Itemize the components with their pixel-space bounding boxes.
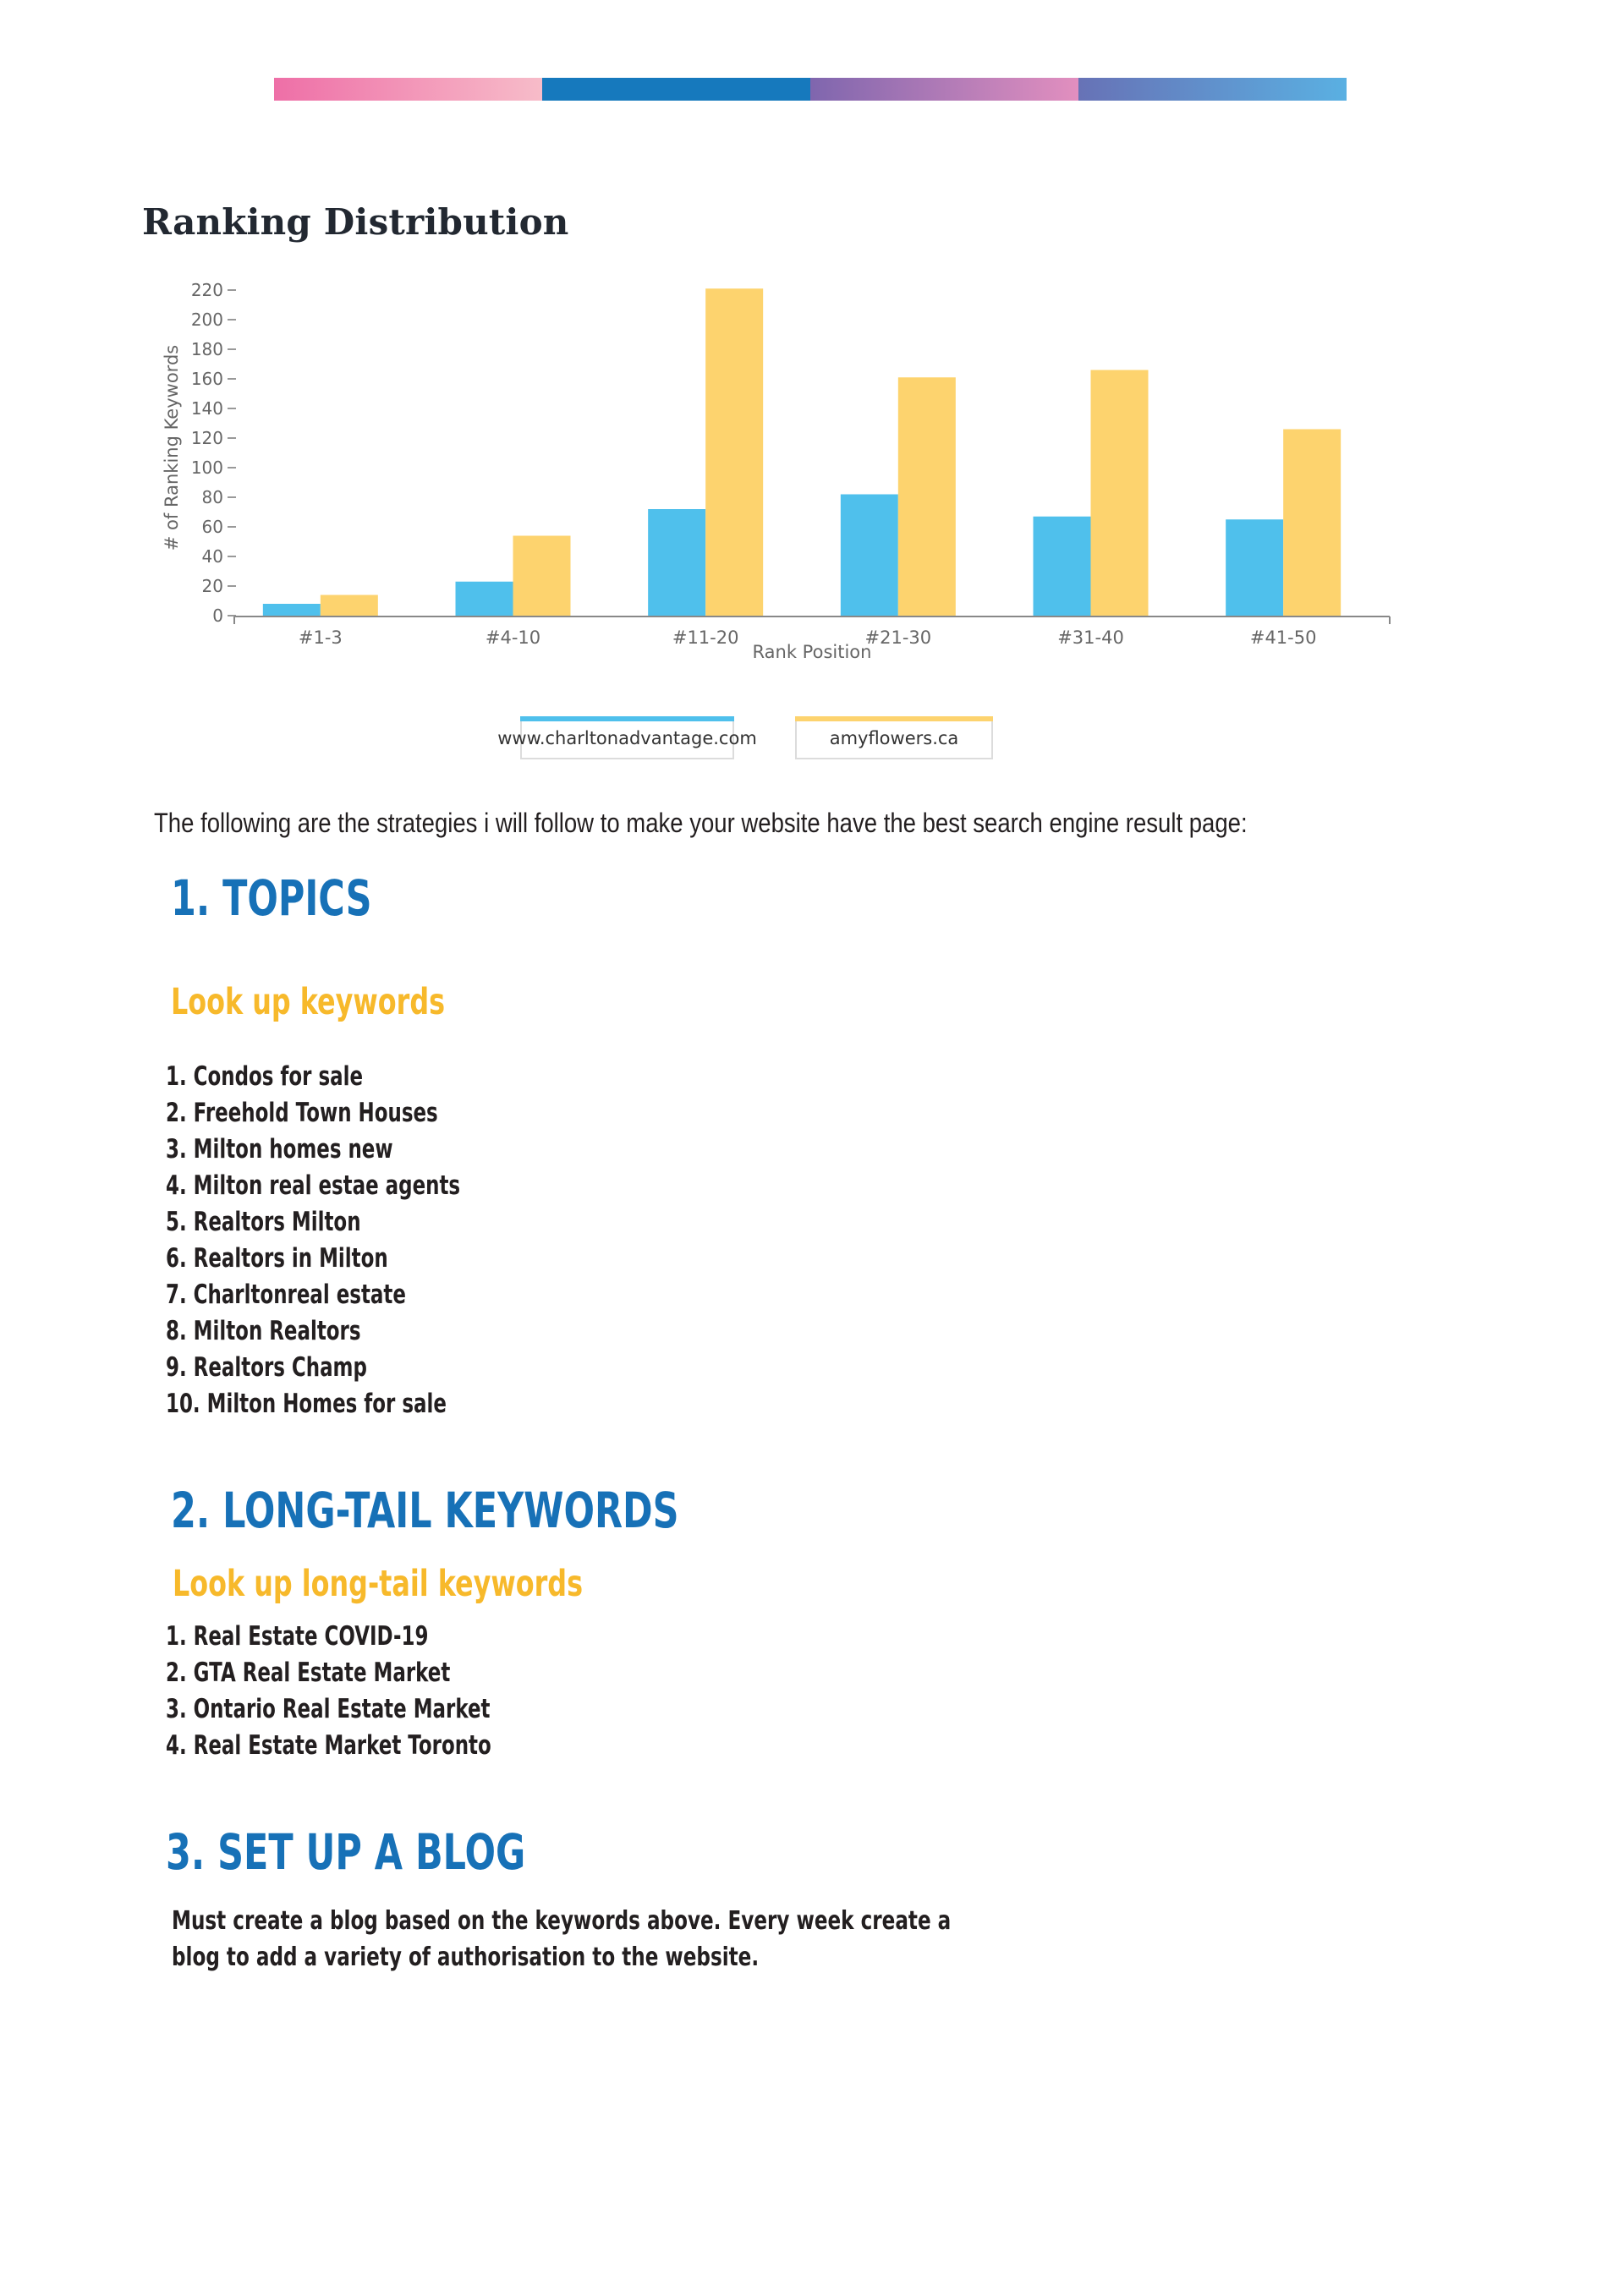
bar-amyflowers (898, 377, 956, 616)
bar-amyflowers (513, 536, 571, 616)
long-tail-keywords-list (166, 1619, 491, 1764)
list-item: 1. Real Estate COVID-19 (166, 1621, 429, 1652)
bar-charltonadvantage (263, 604, 321, 616)
x-tick-label: #41-50 (1249, 627, 1317, 648)
y-tick-label: 80 (201, 487, 223, 507)
y-tick-label: 160 (190, 369, 223, 389)
legend-item-series-1[interactable] (497, 716, 757, 759)
intro-text: The following are the strategies i will follow to make your website have the best search engine result page: (154, 808, 1248, 838)
list-item: 1. Condos for sale (166, 1061, 364, 1092)
y-tick-label: 40 (201, 546, 223, 567)
y-tick-label: 100 (190, 458, 223, 478)
legend-label: amyflowers.ca (829, 727, 959, 748)
list-item: 4. Milton real estae agents (166, 1170, 461, 1201)
list-item: 8. Milton Realtors (166, 1316, 361, 1346)
legend-swatch (795, 716, 993, 721)
y-tick-label: 0 (212, 606, 223, 626)
chart-title: Ranking Distribution (142, 201, 569, 243)
list-item: 3. Milton homes new (166, 1134, 393, 1164)
x-tick-label: #21-30 (864, 627, 932, 648)
y-tick-label: 180 (190, 339, 223, 359)
list-item: 6. Realtors in Milton (166, 1243, 388, 1274)
y-tick-label: 60 (201, 517, 223, 537)
list-item: 2. GTA Real Estate Market (166, 1658, 451, 1688)
blog-description: Must create a blog based on the keywords above. Every week create a blog to add a variety of authorisation to the website. (172, 1906, 952, 1972)
bar-charltonadvantage (1226, 519, 1283, 616)
y-axis-label: # of Ranking Keywords (162, 344, 182, 551)
section-subheading-keywords: Look up keywords (171, 981, 446, 1023)
y-tick-label: 120 (190, 428, 223, 448)
x-tick-label: #1-3 (298, 627, 343, 648)
section-heading-long-tail: 2. LONG-TAIL KEYWORDS (171, 1482, 679, 1539)
list-item: 3. Ontario Real Estate Market (166, 1694, 491, 1724)
legend-swatch (520, 716, 734, 721)
list-item: 9. Realtors Champ (166, 1352, 367, 1383)
bar-charltonadvantage (456, 582, 513, 616)
y-tick-label: 220 (190, 280, 223, 300)
bar-charltonadvantage (841, 495, 898, 616)
bar-charltonadvantage (648, 509, 705, 616)
keywords-list (166, 1059, 460, 1422)
legend-label: www.charltonadvantage.com (497, 727, 757, 748)
bar-amyflowers (1091, 370, 1149, 616)
bar-charltonadvantage (1034, 517, 1091, 616)
list-item: 7. Charltonreal estate (166, 1280, 406, 1310)
x-tick-label: #11-20 (672, 627, 739, 648)
y-tick-label: 200 (190, 310, 223, 330)
y-tick-label: 140 (190, 398, 223, 419)
bar-amyflowers (1283, 430, 1341, 616)
list-item: 4. Real Estate Market Toronto (166, 1730, 491, 1761)
list-item: 10. Milton Homes for sale (166, 1389, 447, 1419)
bar-amyflowers (321, 595, 378, 616)
bar-amyflowers (705, 288, 763, 616)
ranking-distribution-chart (0, 0, 1624, 702)
x-tick-label: #4-10 (485, 627, 541, 648)
y-tick-label: 20 (201, 576, 223, 596)
section-heading-topics: 1. TOPICS (171, 869, 372, 927)
legend-item-series-2[interactable] (795, 716, 993, 759)
list-item: 5. Realtors Milton (166, 1207, 361, 1237)
section-subheading-long-tail: Look up long-tail keywords (173, 1563, 584, 1605)
list-item: 2. Freehold Town Houses (166, 1098, 438, 1128)
x-tick-label: #31-40 (1057, 627, 1124, 648)
x-axis-label: Rank Position (752, 642, 872, 662)
section-heading-blog: 3. SET UP A BLOG (166, 1823, 526, 1881)
